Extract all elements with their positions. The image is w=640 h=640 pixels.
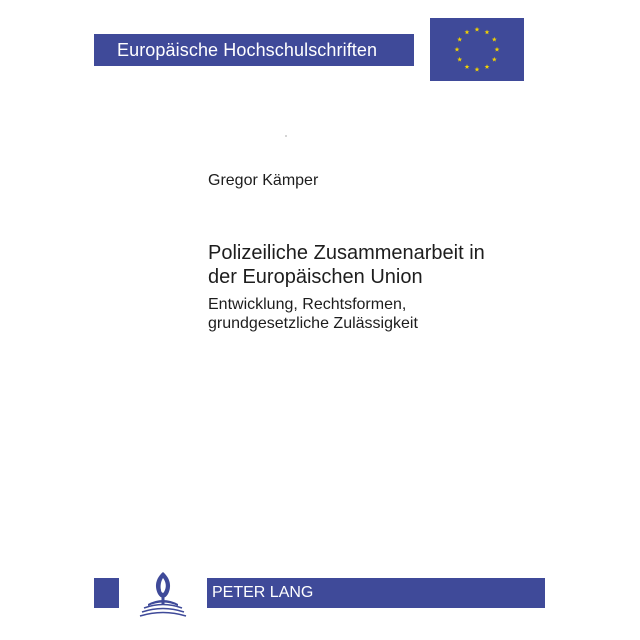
flag-star-icon bbox=[495, 47, 500, 52]
flag-star-icon bbox=[455, 47, 460, 52]
publisher-logo-svg bbox=[134, 568, 192, 620]
flag-star-icon bbox=[492, 57, 497, 62]
flag-star-icon bbox=[485, 64, 490, 69]
flag-star-icon bbox=[465, 30, 470, 35]
flag-star-icon bbox=[492, 37, 497, 42]
publisher-logo-icon bbox=[134, 568, 192, 620]
book-title bbox=[208, 241, 485, 289]
flag-star-icon bbox=[475, 27, 480, 32]
flag-star-icon bbox=[485, 30, 490, 35]
flag-star-icon bbox=[475, 67, 480, 72]
eu-flag-icon bbox=[430, 18, 524, 81]
flag-star-icon bbox=[457, 57, 462, 62]
decorative-dot bbox=[285, 135, 287, 137]
eu-flag-svg bbox=[430, 18, 524, 81]
author-name: Gregor Kämper bbox=[208, 172, 319, 189]
book-subtitle bbox=[208, 296, 418, 333]
series-title: Europäische Hochschulschriften bbox=[117, 40, 378, 60]
book-title-line: Polizeiliche Zusammenarbeit in bbox=[208, 242, 485, 264]
book-subtitle-line: grundgesetzliche Zulässigkeit bbox=[208, 314, 418, 332]
flag-star-icon bbox=[465, 64, 470, 69]
book-subtitle-line: Entwicklung, Rechtsformen, bbox=[208, 296, 407, 313]
small-square bbox=[94, 578, 119, 608]
publisher-name: PETER LANG bbox=[212, 584, 314, 601]
flag-star-icon bbox=[457, 37, 462, 42]
book-title-line: der Europäischen Union bbox=[208, 266, 423, 288]
